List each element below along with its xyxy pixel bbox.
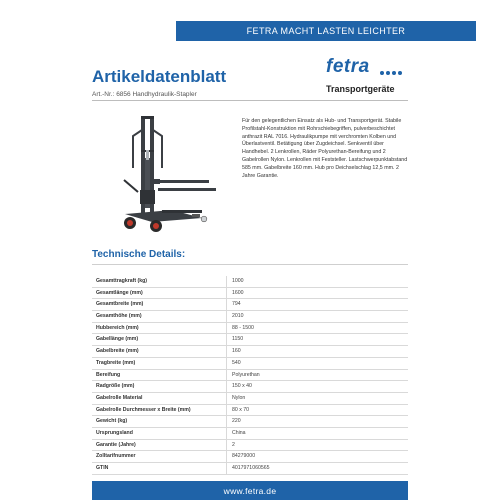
spec-value: 80 x 70 <box>232 406 250 413</box>
logo-wordmark: fetra <box>326 56 370 77</box>
stacker-product-image <box>92 110 227 245</box>
spec-label: Ursprungsland <box>96 429 133 436</box>
table-row <box>92 440 408 452</box>
spec-value: China <box>232 429 246 436</box>
spec-value: 4017971060565 <box>232 465 270 471</box>
table-row <box>92 393 408 405</box>
spec-value: 150 x 40 <box>232 383 252 390</box>
document-title: Artikeldatenblatt <box>92 67 227 86</box>
logo-dots <box>380 71 402 75</box>
table-row <box>92 276 408 288</box>
spec-value: 2010 <box>232 313 244 320</box>
spec-label: Garantie (Jahre) <box>96 441 136 448</box>
table-row <box>92 370 408 382</box>
footer-url-banner: www.fetra.de <box>92 481 408 500</box>
spec-label: Gesamttragkraft (kg) <box>96 278 148 284</box>
spec-label: Gabelrolle Material <box>96 394 143 401</box>
table-row <box>92 416 408 428</box>
table-row <box>92 288 408 300</box>
spec-value: 84279000 <box>232 453 256 460</box>
fetra-logo <box>326 56 412 104</box>
table-row <box>92 311 408 323</box>
spec-value: 2 <box>232 441 235 448</box>
table-row <box>92 405 408 417</box>
logo-subtitle: Transportgeräte <box>326 84 395 94</box>
technical-details-heading: Technische Details: <box>92 249 186 260</box>
spec-value: 220 <box>232 418 241 425</box>
spec-label: Gesamthöhe (mm) <box>96 313 142 320</box>
table-row <box>92 451 408 463</box>
spec-label: Tragbreite (mm) <box>96 359 136 366</box>
spec-table <box>92 276 408 475</box>
document-subtitle: Art.-Nr.: 6856 Handhydraulik-Stapler <box>92 91 197 98</box>
spec-value: Polyurethan <box>232 371 260 378</box>
table-row <box>92 428 408 440</box>
table-row <box>92 381 408 393</box>
product-description: Für den gelegentlichen Einsatz als Hub- und Transportgerät. Stabile Profilstahl-Konstruktion mit Rohrschiebegriffen, pulverbeschichtet anthrazit RAL 7016. Hydraulikpumpe mit verchromten Kolben und Überlastventil. Betätigung über Zugdeichsel. Senkventil über Handhebel. 2 Lenkrollen, Räder Polyurethan-Bereifung und 2 Gabelrollen Nylon. Lenkrollen mit Feststeller. Lastschwerpunktabstand 585 mm. Gabelbreite 160 mm. Hub pro Deichselschlag 12,5 mm. 2 Jahre Garantie. <box>242 118 408 179</box>
spec-label: Bereifung <box>96 371 121 378</box>
heading-divider <box>92 264 408 265</box>
spec-value: 1600 <box>232 289 244 296</box>
table-row <box>92 323 408 335</box>
spec-label: Gesamtbreite (mm) <box>96 301 144 308</box>
spec-label: Gabelrolle Durchmesser x Breite (mm) <box>96 406 191 413</box>
spec-label: Radgröße (mm) <box>96 383 135 390</box>
spec-label: Hubbereich (mm) <box>96 324 139 331</box>
table-row <box>92 463 408 475</box>
table-row <box>92 358 408 370</box>
spec-label: Gabelbreite (mm) <box>96 348 139 355</box>
spec-label: Gesamtlänge (mm) <box>96 289 143 296</box>
spec-label: Zolltarifnummer <box>96 453 136 460</box>
spec-value: Nylon <box>232 394 246 401</box>
spec-label: Gewicht (kg) <box>96 418 128 425</box>
spec-value: 1000 <box>232 278 244 284</box>
table-row <box>92 299 408 311</box>
spec-label: GTIN <box>96 465 109 471</box>
table-row <box>92 346 408 358</box>
table-row <box>92 334 408 346</box>
spec-value: 160 <box>232 348 241 355</box>
slogan-banner: FETRA MACHT LASTEN LEICHTER <box>176 21 476 41</box>
spec-value: 88 - 1500 <box>232 324 254 331</box>
spec-value: 1150 <box>232 336 244 343</box>
spec-label: Gabellänge (mm) <box>96 336 139 343</box>
spec-value: 794 <box>232 301 241 308</box>
spec-value: 540 <box>232 359 241 366</box>
